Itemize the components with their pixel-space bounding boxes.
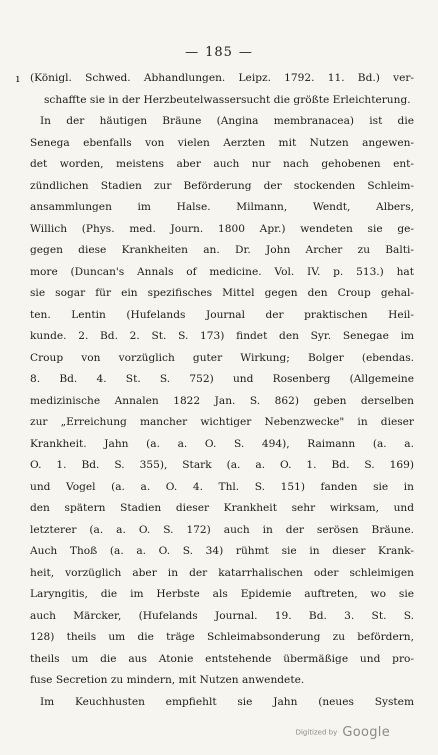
page-number: — 185 — bbox=[185, 45, 253, 60]
text-line: det worden, meistens aber auch nur nach gehobenen ent- bbox=[30, 158, 414, 170]
margin-mark: ı bbox=[16, 72, 20, 85]
text-line: Krankheit. Jahn (a. a. O. S. 494), Raimann (a. a. bbox=[30, 437, 414, 450]
text-line: Auch Thoß (a. a. O. S. 34) rühmt sie in dieser Krank- bbox=[30, 545, 414, 557]
digitized-footer bbox=[296, 722, 390, 741]
text-line: 8. Bd. 4. St. S. 752) und Rosenberg (Allgemeine bbox=[30, 373, 414, 385]
text-line: Willich (Phys. med. Journ. 1800 Apr.) wendeten sie ge- bbox=[30, 222, 414, 235]
text-line: gegen diese Krankheiten an. Dr. John Archer zu Balti- bbox=[30, 244, 414, 256]
text-line: heit, vorzüglich aber in der katarrhalischen oder schleimigen bbox=[30, 566, 414, 579]
text-line: theils um die aus Atonie entstehende übermäßige und pro- bbox=[30, 652, 414, 665]
text-line: Senega ebenfalls von vielen Aerzten mit Nutzen angewen- bbox=[30, 136, 414, 149]
text-line: (Königl. Schwed. Abhandlungen. Leipz. 1792. 11. Bd.) ver- bbox=[30, 72, 414, 84]
digitized-label: Digitized by bbox=[295, 728, 338, 737]
text-line: 128) theils um die träge Schleimabsonderung zu befördern, bbox=[30, 631, 414, 643]
text-line: ten. Lentin (Hufelands Journal der praktischen Heil- bbox=[30, 308, 414, 321]
text-line: zündlichen Stadien zur Beförderung der stockenden Schleim- bbox=[30, 179, 414, 192]
text-line: sie sogar für ein spezifisches Mittel gegen den Croup gehal- bbox=[30, 287, 414, 299]
body-text bbox=[30, 68, 414, 713]
text-line: O. 1. Bd. S. 355), Stark (a. a. O. 1. Bd. S. 169) bbox=[30, 459, 414, 471]
text-line: more (Duncan's Annals of medicine. Vol. IV. p. 513.) hat bbox=[30, 265, 414, 278]
text-line: letzterer (a. a. O. S. 172) auch in der serösen Bräune. bbox=[30, 523, 414, 536]
text-line: auch Märcker, (Hufelands Journal. 19. Bd. 3. St. S. bbox=[30, 609, 414, 622]
text-line: kunde. 2. Bd. 2. St. S. 173) findet den Syr. Senegae im bbox=[30, 330, 414, 342]
text-line: In der häutigen Bräune (Angina membranacea) ist die bbox=[40, 115, 414, 127]
page-number-value: 185 bbox=[205, 45, 233, 60]
text-line: medizinische Annalen 1822 Jan. S. 862) geben derselben bbox=[30, 394, 414, 407]
text-line: ansammlungen im Halse. Milmann, Wendt, Albers, bbox=[30, 201, 414, 213]
text-line: schaffte sie in der Herzbeutelwassersucht die größte Erleichterung. bbox=[44, 93, 411, 106]
text-line: Croup von vorzüglich guter Wirkung; Bolger (ebendas. bbox=[30, 351, 414, 364]
text-line: den spätern Stadien dieser Krankheit sehr wirksam, und bbox=[30, 502, 414, 514]
google-logo: Google bbox=[342, 725, 390, 740]
text-line: Laryngitis, die im Herbste als Epidemie auftreten, wo sie bbox=[30, 588, 414, 600]
text-line: fuse Secretion zu mindern, mit Nutzen anwendete. bbox=[30, 674, 305, 686]
text-line: zur „Erreichung mancher wichtiger Nebenzwecke" in dieser bbox=[30, 416, 414, 428]
text-line: und Vogel (a. a. O. 4. Thl. S. 151) fanden sie in bbox=[30, 480, 414, 493]
text-line: Im Keuchhusten empfiehlt sie Jahn (neues System bbox=[40, 695, 414, 708]
